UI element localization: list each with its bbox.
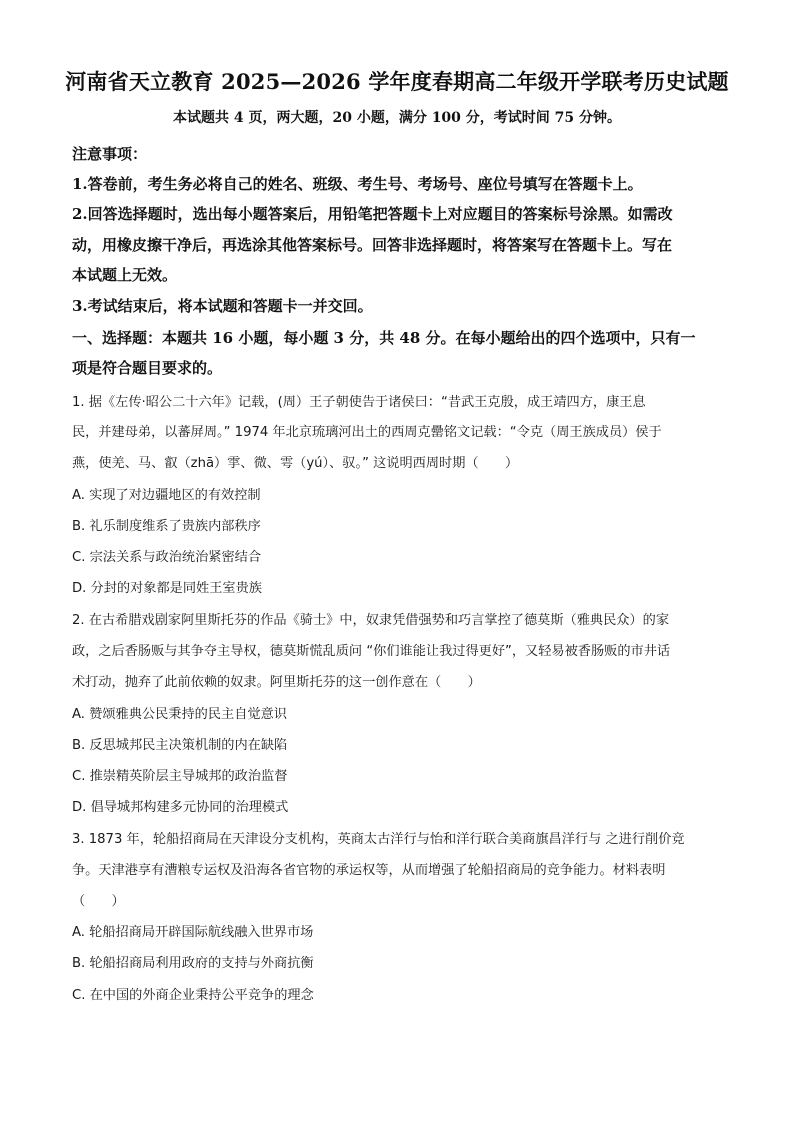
question-1-stem: 民，并建母弟，以蕃屏周。” 1974 年北京琉璃河出土的西周克罍铭文记载：“令克（周王族成员）侯于 — [72, 425, 662, 440]
question-2-stem: 术打动，抛弃了此前依赖的奴隶。阿里斯托芬的这一创作意在（ ） — [72, 675, 481, 690]
section-heading-cont: 项是符合题目要求的。 — [72, 359, 223, 377]
question-3-option-b: B. 轮船招商局利用政府的支持与外商抗衡 — [72, 956, 314, 971]
question-3-stem: （ ） — [72, 894, 125, 909]
question-2-option-a: A. 赞颂雅典公民秉持的民主自觉意识 — [72, 707, 287, 722]
question-1-option-c: C. 宗法关系与政治统治紧密结合 — [72, 550, 262, 565]
exam-title: 河南省天立教育 2025—2026 学年度春期高二年级开学联考历史试题 — [65, 69, 729, 94]
notice-line: 2.回答选择题时，选出每小题答案后，用铅笔把答题卡上对应题目的答案标号涂黑。如需改 — [72, 205, 673, 223]
question-3-option-c: C. 在中国的外商企业秉持公平竞争的理念 — [72, 988, 314, 1003]
notice-line: 动，用橡皮擦干净后，再选涂其他答案标号。回答非选择题时，将答案写在答题卡上。写在 — [72, 236, 673, 254]
question-1-stem: 燕，使羌、马、叡（zhā）𩁹、微、雩（yú）、驭。” 这说明西周时期（ ） — [72, 456, 519, 471]
question-1-option-b: B. 礼乐制度维系了贵族内部秩序 — [72, 519, 261, 534]
question-2-option-c: C. 推崇精英阶层主导城邦的政治监督 — [72, 769, 288, 784]
question-2-option-d: D. 倡导城邦构建多元协同的治理模式 — [72, 800, 289, 815]
question-3-stem: 争。天津港享有漕粮专运权及沿海各省官物的承运权等，从而增强了轮船招商局的竞争能力。材料表明 — [72, 863, 666, 878]
notice-line: 1.答卷前，考生务必将自己的姓名、班级、考生号、考场号、座位号填写在答题卡上。 — [72, 175, 643, 193]
question-2-option-b: B. 反思城邦民主决策机制的内在缺陷 — [72, 738, 288, 753]
section-heading: 一、选择题：本题共 16 小题，每小题 3 分，共 48 分。在每小题给出的四个选项中，只有一 — [72, 329, 696, 347]
question-2-stem: 政，之后香肠贩与其争夺主导权，德莫斯慌乱质问 “你们谁能让我过得更好”，又轻易被香肠贩的市井话 — [72, 644, 671, 659]
notice-line: 本试题上无效。 — [72, 266, 178, 284]
question-1-option-a: A. 实现了对边疆地区的有效控制 — [72, 488, 261, 503]
notice-heading: 注意事项： — [72, 145, 148, 163]
question-3-option-a: A. 轮船招商局开辟国际航线融入世界市场 — [72, 925, 314, 940]
question-3-stem: 3. 1873 年，轮船招商局在天津设分支机构，英商太古洋行与怡和洋行联合美商旗昌洋行与 之进行削价竞 — [72, 832, 685, 847]
question-2-stem: 2. 在古希腊戏剧家阿里斯托芬的作品《骑士》中，奴隶凭借强势和巧言掌控了德莫斯（雅典民众）的家 — [72, 613, 670, 628]
question-1-option-d: D. 分封的对象都是同姓王室贵族 — [72, 581, 262, 596]
notice-line: 3.考试结束后，将本试题和答题卡一并交回。 — [72, 297, 373, 315]
exam-subtitle: 本试题共 4 页，两大题，20 小题，满分 100 分，考试时间 75 分钟。 — [172, 110, 622, 126]
question-1-stem: 1. 据《左传·昭公二十六年》记载，(周）王子朝使告于诸侯曰：“昔武王克殷，成王靖四方，康王息 — [72, 395, 646, 410]
